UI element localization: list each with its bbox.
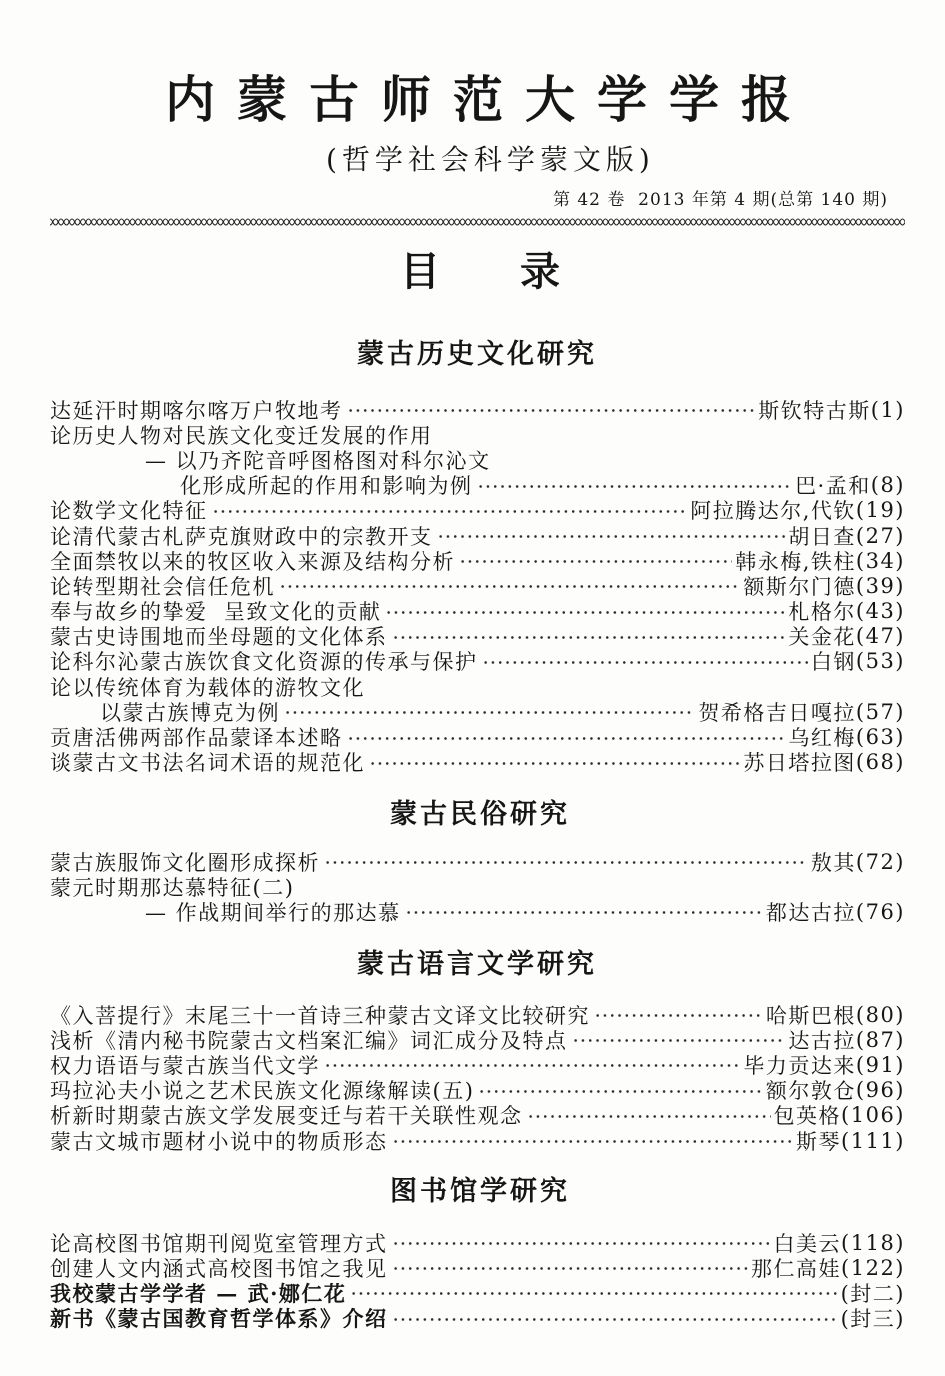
entry-author: 额尔敦仓: [765, 1079, 856, 1104]
entry-author: 敖其: [810, 850, 856, 875]
toc-entry: [50, 1027, 905, 1052]
dot-leader: [459, 548, 732, 573]
entry-page: (106): [841, 1103, 905, 1128]
entry-page: (72): [855, 849, 905, 874]
entry-author: 阿拉腾达尔,代钦: [690, 499, 856, 524]
entry-author: 白钢: [810, 650, 856, 675]
entry-title: 论转型期社会信任危机: [50, 574, 275, 599]
entry-author: 额斯尔门德: [743, 574, 856, 599]
toc-entry-line: [50, 447, 905, 472]
entry-page: (8): [870, 473, 905, 498]
dot-leader: [405, 899, 763, 924]
toc-entry-line: [50, 699, 905, 724]
entry-page: (76): [855, 899, 905, 924]
entry-title: 蒙古族服饰文化圈形成探析: [50, 850, 320, 875]
toc-entry: [50, 1230, 905, 1255]
toc-entry-line: [50, 573, 905, 598]
entry-author: 包英格: [773, 1104, 842, 1129]
journal-edition: (哲学社会科学蒙文版): [326, 143, 655, 176]
toc-entry: [50, 1255, 905, 1280]
decorative-divider: [50, 216, 905, 228]
toc-entry: [50, 1306, 905, 1331]
entry-author: 韩永梅,铁柱: [735, 549, 856, 574]
toc-entry: [50, 724, 905, 749]
toc-entry: [50, 649, 905, 674]
entry-author: 哈斯巴根: [765, 1003, 856, 1028]
toc-entry: [50, 397, 905, 422]
toc-entry-line: [50, 624, 905, 649]
entry-page: (47): [855, 624, 905, 649]
dot-leader: [279, 573, 740, 598]
dot-leader: [369, 750, 740, 775]
entry-page: (27): [855, 523, 905, 548]
toc-entry-line: [50, 750, 905, 775]
entry-page: (53): [855, 649, 905, 674]
toc-entry-line: [50, 1128, 905, 1153]
dot-leader: [478, 1078, 763, 1103]
toc-entry-line: [50, 1103, 905, 1128]
issue-info: 第 42 卷 2013 年第 4 期(总第 140 期): [552, 190, 888, 210]
toc-entry: [50, 498, 905, 523]
dot-leader: [212, 498, 688, 523]
entry-author: 札格尔: [788, 600, 856, 625]
dot-leader: [392, 1255, 749, 1280]
entry-author: 都达古拉: [765, 900, 856, 925]
toc-entry: [50, 849, 905, 874]
entry-page: (63): [855, 725, 905, 750]
toc-entry-line: [50, 498, 905, 523]
entry-page: (68): [855, 750, 905, 775]
dot-leader: [572, 1027, 786, 1052]
section-heading: 蒙古历史文化研究: [357, 339, 597, 370]
journal-title: 内蒙古师范大学学报: [165, 70, 813, 129]
dot-leader: [392, 1306, 838, 1331]
entry-title: 论高校图书馆期刊阅览室管理方式: [50, 1231, 388, 1256]
entry-title: 玛拉沁夫小说之艺术民族文化源缘解读(五): [50, 1079, 475, 1104]
entry-author: 胡日查: [788, 524, 856, 549]
entry-page: (57): [855, 699, 905, 724]
dot-leader: [324, 1052, 740, 1077]
dot-leader: [350, 1280, 837, 1305]
toc-entry-line: [50, 473, 905, 498]
toc-entry: [50, 874, 905, 924]
entry-author: 贺希格吉日嘎拉: [698, 700, 856, 725]
toc-entry: [50, 523, 905, 548]
entry-page: (43): [855, 599, 905, 624]
toc-entry-line: [50, 649, 905, 674]
toc-entry-line: [50, 1027, 905, 1052]
toc-entry-line: [50, 1002, 905, 1027]
entry-subtitle: 以蒙古族博克为例: [100, 700, 280, 725]
section-entries: [50, 397, 905, 775]
dot-leader: [527, 1103, 771, 1128]
toc-entry: [50, 1078, 905, 1103]
toc-entry: [50, 1280, 905, 1305]
dot-leader: [284, 699, 695, 724]
toc-entry: [50, 599, 905, 624]
section-entries: [50, 849, 905, 925]
toc-entry-line: [50, 724, 905, 749]
dot-leader: [392, 1128, 794, 1153]
toc-entry: [50, 573, 905, 598]
toc-entry-line: [50, 899, 905, 924]
entry-title: 新书《蒙古国教育哲学体系》介绍: [50, 1306, 388, 1332]
toc-entry-line: [50, 1280, 905, 1305]
dot-leader: [392, 624, 786, 649]
entry-title: 蒙古文城市题材小说中的物质形态: [50, 1129, 388, 1154]
entry-title: 论历史人物对民族文化变迁发展的作用: [50, 423, 433, 448]
entry-author: 毕力贡达来: [743, 1053, 856, 1078]
entry-author: 苏日塔拉图: [743, 751, 856, 776]
entry-page: (80): [855, 1002, 905, 1027]
entry-title: 论清代蒙古札萨克旗财政中的宗教开支: [50, 524, 433, 549]
entry-page: (39): [855, 573, 905, 598]
toc-entry-line: [50, 874, 905, 899]
toc-entry: [50, 1052, 905, 1077]
entry-page: (封二): [840, 1281, 905, 1306]
toc-entry-line: [50, 1078, 905, 1103]
section-heading: 蒙古民俗研究: [390, 799, 570, 830]
entry-title: 权力语语与蒙古族当代文学: [50, 1053, 320, 1078]
entry-author: 白美云: [773, 1231, 842, 1256]
entry-page: (91): [855, 1052, 905, 1077]
toc-entry: [50, 1103, 905, 1128]
toc-entry: [50, 548, 905, 573]
entry-page: (122): [841, 1255, 905, 1280]
dot-leader: [594, 1002, 763, 1027]
entry-subtitle: 化形成所起的作用和影响为例: [180, 474, 473, 499]
entry-page: (1): [870, 397, 905, 422]
toc-entry-line: [50, 397, 905, 422]
dot-leader: [482, 649, 808, 674]
entry-title: 全面禁牧以来的牧区收入来源及结构分析: [50, 549, 455, 574]
entry-title: 《入菩提行》末尾三十一首诗三种蒙古文译文比较研究: [50, 1003, 590, 1028]
dot-leader: [347, 725, 786, 750]
toc-entry-line: [50, 1306, 905, 1331]
toc-entry-line: [50, 674, 905, 699]
toc-entry: [50, 674, 905, 724]
entry-subtitle: — 作战期间举行的那达慕: [145, 900, 401, 925]
section-entries: [50, 1230, 905, 1331]
entry-page: (111): [841, 1128, 905, 1153]
entry-title: 论数学文化特征: [50, 499, 208, 524]
entry-title: 奉与故乡的挚爱 呈致文化的贡献: [50, 600, 382, 625]
entry-page: (87): [855, 1027, 905, 1052]
toc-entry-line: [50, 599, 905, 624]
entry-page: (34): [855, 548, 905, 573]
entry-author: 那仁高娃: [751, 1256, 842, 1281]
dot-leader: [477, 473, 793, 498]
section-entries: [50, 1002, 905, 1153]
entry-title: 达延汗时期喀尔喀万户牧地考: [50, 398, 343, 423]
toc-entry: [50, 624, 905, 649]
entry-author: 斯钦特古斯: [758, 398, 871, 423]
entry-title: 浅析《清内秘书院蒙古文档案汇编》词汇成分及特点: [50, 1028, 568, 1053]
toc-entry-line: [50, 1052, 905, 1077]
entry-page: (19): [855, 498, 905, 523]
contents-heading: 目录: [400, 248, 640, 295]
toc-entry-line: [50, 422, 905, 447]
entry-title: 我校蒙古学学者 — 武·娜仁花: [50, 1280, 347, 1306]
toc-entry-line: [50, 523, 905, 548]
entry-author: 乌红梅: [788, 726, 856, 751]
entry-title: 谈蒙古文书法名词术语的规范化: [50, 751, 365, 776]
toc-entry: [50, 1002, 905, 1027]
entry-subtitle: — 以乃齐陀音呼图格图对科尔沁文: [145, 448, 491, 473]
entry-page: (118): [841, 1230, 905, 1255]
entry-title: 论以传统体育为载体的游牧文化: [50, 675, 365, 700]
toc-entry-line: [50, 849, 905, 874]
dot-leader: [347, 397, 756, 422]
entry-page: (96): [855, 1078, 905, 1103]
entry-title: 蒙古史诗围地而坐母题的文化体系: [50, 625, 388, 650]
entry-author: 达古拉: [788, 1028, 856, 1053]
entry-title: 贡唐活佛两部作品蒙译本述略: [50, 726, 343, 751]
toc-entry: [50, 750, 905, 775]
dot-leader: [392, 1230, 771, 1255]
dot-leader: [385, 599, 785, 624]
entry-title: 析新时期蒙古族文学发展变迁与若干关联性观念: [50, 1104, 523, 1129]
toc-entry: [50, 422, 905, 498]
entry-author: 斯琴: [796, 1129, 842, 1154]
toc-entry-line: [50, 1255, 905, 1280]
entry-title: 论科尔沁蒙古族饮食文化资源的传承与保护: [50, 650, 478, 675]
entry-page: (封三): [840, 1307, 905, 1332]
section-heading: 图书馆学研究: [390, 1176, 570, 1207]
section-heading: 蒙古语言文学研究: [357, 949, 597, 980]
entry-author: 关金花: [788, 625, 856, 650]
entry-author: 巴·孟和: [795, 474, 871, 499]
toc-entry-line: [50, 1230, 905, 1255]
toc-entry-line: [50, 548, 905, 573]
dot-leader: [437, 523, 786, 548]
dot-leader: [324, 849, 808, 874]
entry-title: 创建人文内涵式高校图书馆之我见: [50, 1256, 388, 1281]
entry-title: 蒙元时期那达慕特征(二): [50, 875, 295, 900]
toc-entry: [50, 1128, 905, 1153]
